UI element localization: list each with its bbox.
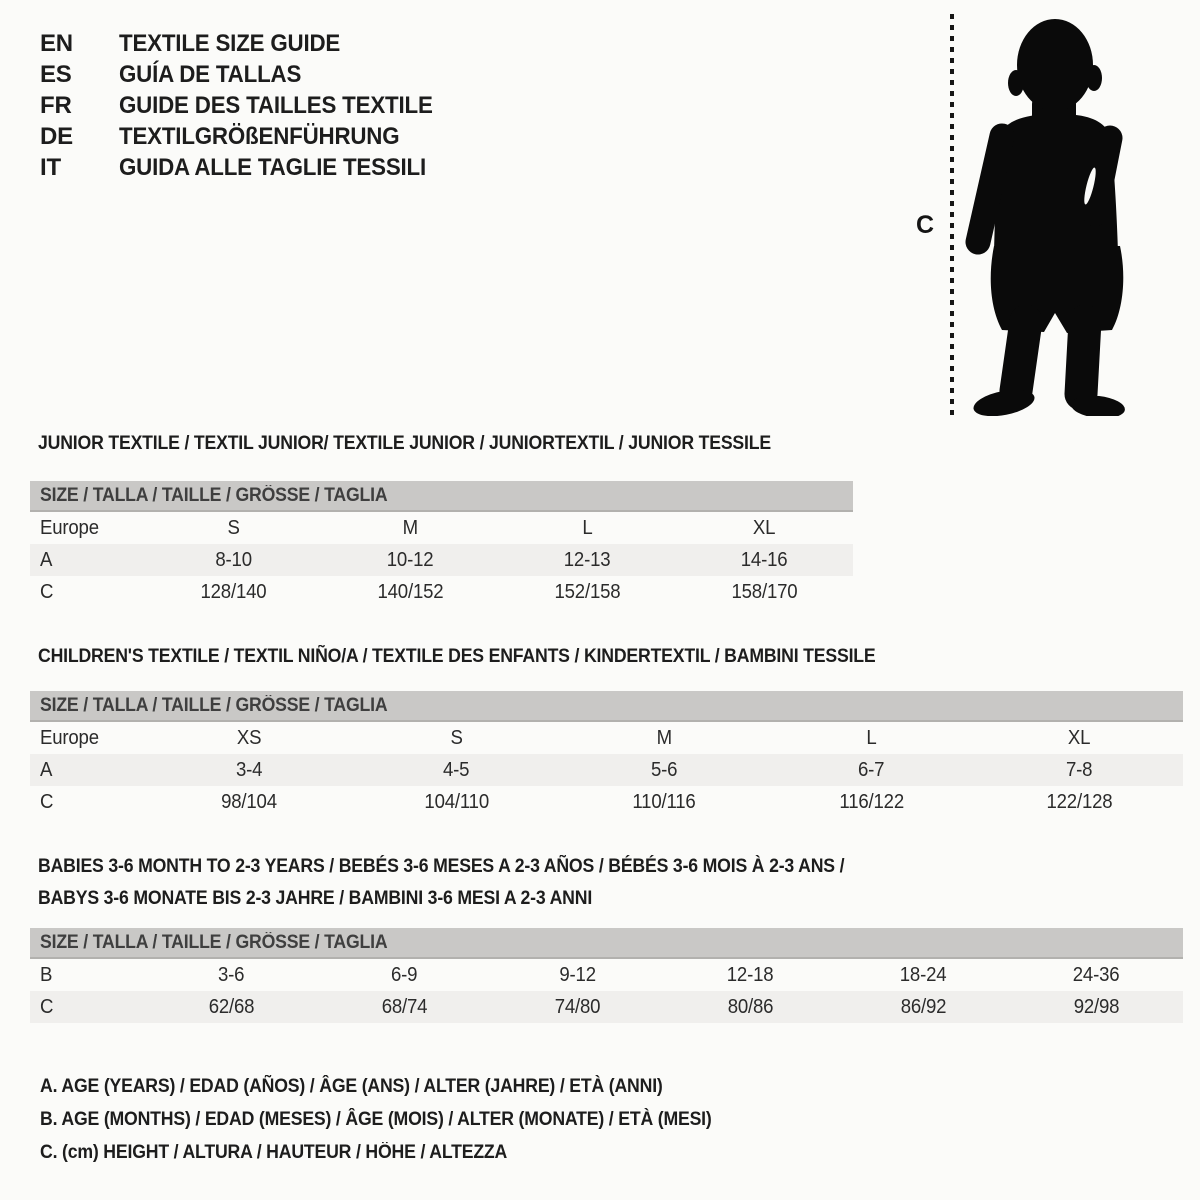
table-cell-text: 3-6 [218, 964, 245, 986]
table-cell [664, 959, 837, 991]
row-label-text: C [40, 791, 54, 813]
table-cell [318, 959, 491, 991]
table-cell [837, 991, 1010, 1023]
table-cell-text: 12-13 [564, 549, 611, 571]
table-cell [768, 722, 976, 754]
table-cell-text: 5-6 [650, 759, 678, 781]
table-row [30, 576, 853, 608]
table-cell [560, 722, 768, 754]
table-cell [768, 786, 976, 818]
table-cell-text: 6-9 [391, 964, 418, 986]
table-cell-text: 122/128 [1046, 791, 1113, 813]
table-cell [145, 786, 353, 818]
table-cell-text: 152/158 [554, 581, 621, 603]
row-label-text: Europe [40, 727, 99, 749]
table-cell-text: 12-18 [727, 964, 774, 986]
table-row [30, 544, 853, 576]
table-cell-text: 98/104 [220, 791, 277, 813]
guide-title-text: TEXTILE SIZE GUIDE [119, 30, 341, 57]
table-cell-text: 18-24 [900, 964, 947, 986]
table-cell-text: 68/74 [381, 996, 428, 1018]
height-measure-dashed-line [950, 14, 954, 419]
row-label [30, 991, 145, 1023]
section-title-text: BABIES 3-6 MONTH TO 2-3 YEARS / BEBÉS 3-6 MESES A 2-3 AÑOS / BÉBÉS 3-6 MOIS À 2-3 ANS / [38, 856, 845, 877]
table-cell [837, 959, 1010, 991]
language-row-es [40, 59, 456, 90]
row-label [30, 512, 145, 544]
table-cell [322, 512, 499, 544]
legend-line-a [40, 1070, 762, 1103]
table-row [30, 512, 853, 544]
size-band-header [30, 691, 1183, 722]
guide-title-text: GUÍA DE TALLAS [119, 61, 302, 88]
table-cell-text: M [402, 517, 419, 539]
row-label [30, 959, 145, 991]
table-cell [491, 959, 664, 991]
row-label-text: C [40, 581, 54, 603]
row-label-text: A [40, 759, 53, 781]
table-cell [560, 754, 768, 786]
table-cell-text: XS [236, 727, 262, 749]
measure-label-c: C [916, 211, 934, 239]
size-table [30, 481, 853, 608]
size-table [30, 691, 1183, 818]
table-cell-text: L [582, 517, 593, 539]
language-row-fr [40, 90, 456, 121]
section-title-text: CHILDREN'S TEXTILE / TEXTIL NIÑO/A / TEXTILE DES ENFANTS / KINDERTEXTIL / BAMBINI TESSILE [38, 646, 876, 667]
table-cell [145, 576, 322, 608]
size-band-header [30, 481, 853, 512]
section-title-text: BABYS 3-6 MONATE BIS 2-3 JAHRE / BAMBINI 3-6 MESI A 2-3 ANNI [38, 888, 593, 909]
table-cell [322, 544, 499, 576]
legend-line-text: B. AGE (MONTHS) / EDAD (MESES) / ÂGE (MOIS) / ALTER (MONATE) / ETÀ (MESI) [40, 1109, 712, 1130]
table-cell-text: S [227, 517, 240, 539]
table-cell [676, 576, 853, 608]
row-label [30, 786, 145, 818]
section-babies [30, 851, 1183, 1023]
section-children [30, 641, 1183, 818]
table-cell-text: 86/92 [900, 996, 947, 1018]
toddler-silhouette-icon [964, 16, 1142, 416]
language-title-list [40, 28, 456, 183]
table-cell-text: 80/86 [727, 996, 774, 1018]
table-row [30, 786, 1183, 818]
table-cell [145, 959, 318, 991]
table-cell-text: 24-36 [1073, 964, 1120, 986]
table-cell [145, 754, 353, 786]
table-cell-text: 128/140 [200, 581, 267, 603]
table-cell-text: 140/152 [377, 581, 444, 603]
table-row [30, 754, 1183, 786]
table-cell-text: 3-4 [235, 759, 262, 781]
legend-line-c [40, 1136, 762, 1169]
language-row-it [40, 152, 456, 183]
language-code: IT [40, 154, 61, 181]
table-cell [318, 991, 491, 1023]
table-cell-text: 74/80 [554, 996, 601, 1018]
table-cell [1010, 959, 1183, 991]
table-cell [353, 786, 561, 818]
size-band-text: SIZE / TALLA / TAILLE / GRÖSSE / TAGLIA [40, 932, 388, 953]
table-cell-text: XL [753, 517, 776, 539]
measurement-legend [40, 1070, 762, 1169]
row-label-text: C [40, 996, 54, 1018]
table-cell [145, 544, 322, 576]
table-cell [499, 544, 676, 576]
table-cell-text: L [866, 727, 877, 749]
table-cell [499, 576, 676, 608]
table-cell [768, 754, 976, 786]
table-cell-text: 158/170 [731, 581, 798, 603]
table-cell [664, 991, 837, 1023]
table-cell [322, 576, 499, 608]
language-code: FR [40, 92, 72, 119]
size-band-text: SIZE / TALLA / TAILLE / GRÖSSE / TAGLIA [40, 485, 388, 506]
row-label-text: Europe [40, 517, 99, 539]
table-cell-text: XL [1067, 727, 1091, 749]
table-cell-text: 14-16 [741, 549, 788, 571]
table-cell [975, 754, 1183, 786]
table-row [30, 722, 1183, 754]
row-label-text: B [40, 964, 53, 986]
table-cell-text: 92/98 [1073, 996, 1120, 1018]
size-table [30, 928, 1183, 1023]
guide-title-text: GUIDA ALLE TAGLIE TESSILI [119, 154, 427, 181]
section-title [30, 883, 1183, 915]
section-title-text: JUNIOR TEXTILE / TEXTIL JUNIOR/ TEXTILE JUNIOR / JUNIORTEXTIL / JUNIOR TESSILE [38, 433, 771, 454]
row-label-text: A [40, 549, 53, 571]
guide-title-text: TEXTILGRÖßENFÜHRUNG [119, 123, 400, 150]
language-code: DE [40, 123, 73, 150]
table-cell [560, 786, 768, 818]
table-cell [676, 544, 853, 576]
row-label [30, 576, 145, 608]
table-cell-text: 116/122 [839, 791, 904, 813]
table-cell [353, 754, 561, 786]
table-cell-text: 4-5 [443, 759, 470, 781]
legend-line-b [40, 1103, 762, 1136]
table-cell [145, 512, 322, 544]
table-cell-text: 7-8 [1066, 759, 1093, 781]
table-cell-text: 6-7 [858, 759, 885, 781]
table-cell [353, 722, 561, 754]
size-band-header [30, 928, 1183, 959]
table-cell-text: 104/110 [424, 791, 489, 813]
section-title [30, 641, 1183, 673]
table-cell [975, 786, 1183, 818]
language-row-de [40, 121, 456, 152]
table-row [30, 959, 1183, 991]
table-cell-text: 10-12 [387, 549, 434, 571]
legend-line-text: C. (cm) HEIGHT / ALTURA / HAUTEUR / HÖHE / ALTEZZA [40, 1142, 508, 1163]
table-cell-text: 62/68 [208, 996, 255, 1018]
table-cell [145, 991, 318, 1023]
size-band-text: SIZE / TALLA / TAILLE / GRÖSSE / TAGLIA [40, 695, 388, 716]
language-code: EN [40, 30, 73, 57]
legend-line-text: A. AGE (YEARS) / EDAD (AÑOS) / ÂGE (ANS) / ALTER (JAHRE) / ETÀ (ANNI) [40, 1076, 663, 1097]
table-cell-text: 9-12 [559, 964, 596, 986]
section-junior [30, 428, 853, 608]
table-cell [499, 512, 676, 544]
language-row-en [40, 28, 456, 59]
row-label [30, 544, 145, 576]
table-cell-text: S [450, 727, 463, 749]
section-title [30, 428, 853, 460]
guide-title-text: GUIDE DES TAILLES TEXTILE [119, 92, 433, 119]
row-label [30, 754, 145, 786]
table-cell-text: 8-10 [215, 549, 252, 571]
section-title [30, 851, 1183, 883]
table-cell-text: 110/116 [632, 791, 696, 813]
table-cell-text: M [656, 727, 672, 749]
row-label [30, 722, 145, 754]
table-cell [975, 722, 1183, 754]
table-cell [145, 722, 353, 754]
language-code: ES [40, 61, 72, 88]
table-cell [1010, 991, 1183, 1023]
table-cell [676, 512, 853, 544]
table-row [30, 991, 1183, 1023]
table-cell [491, 991, 664, 1023]
